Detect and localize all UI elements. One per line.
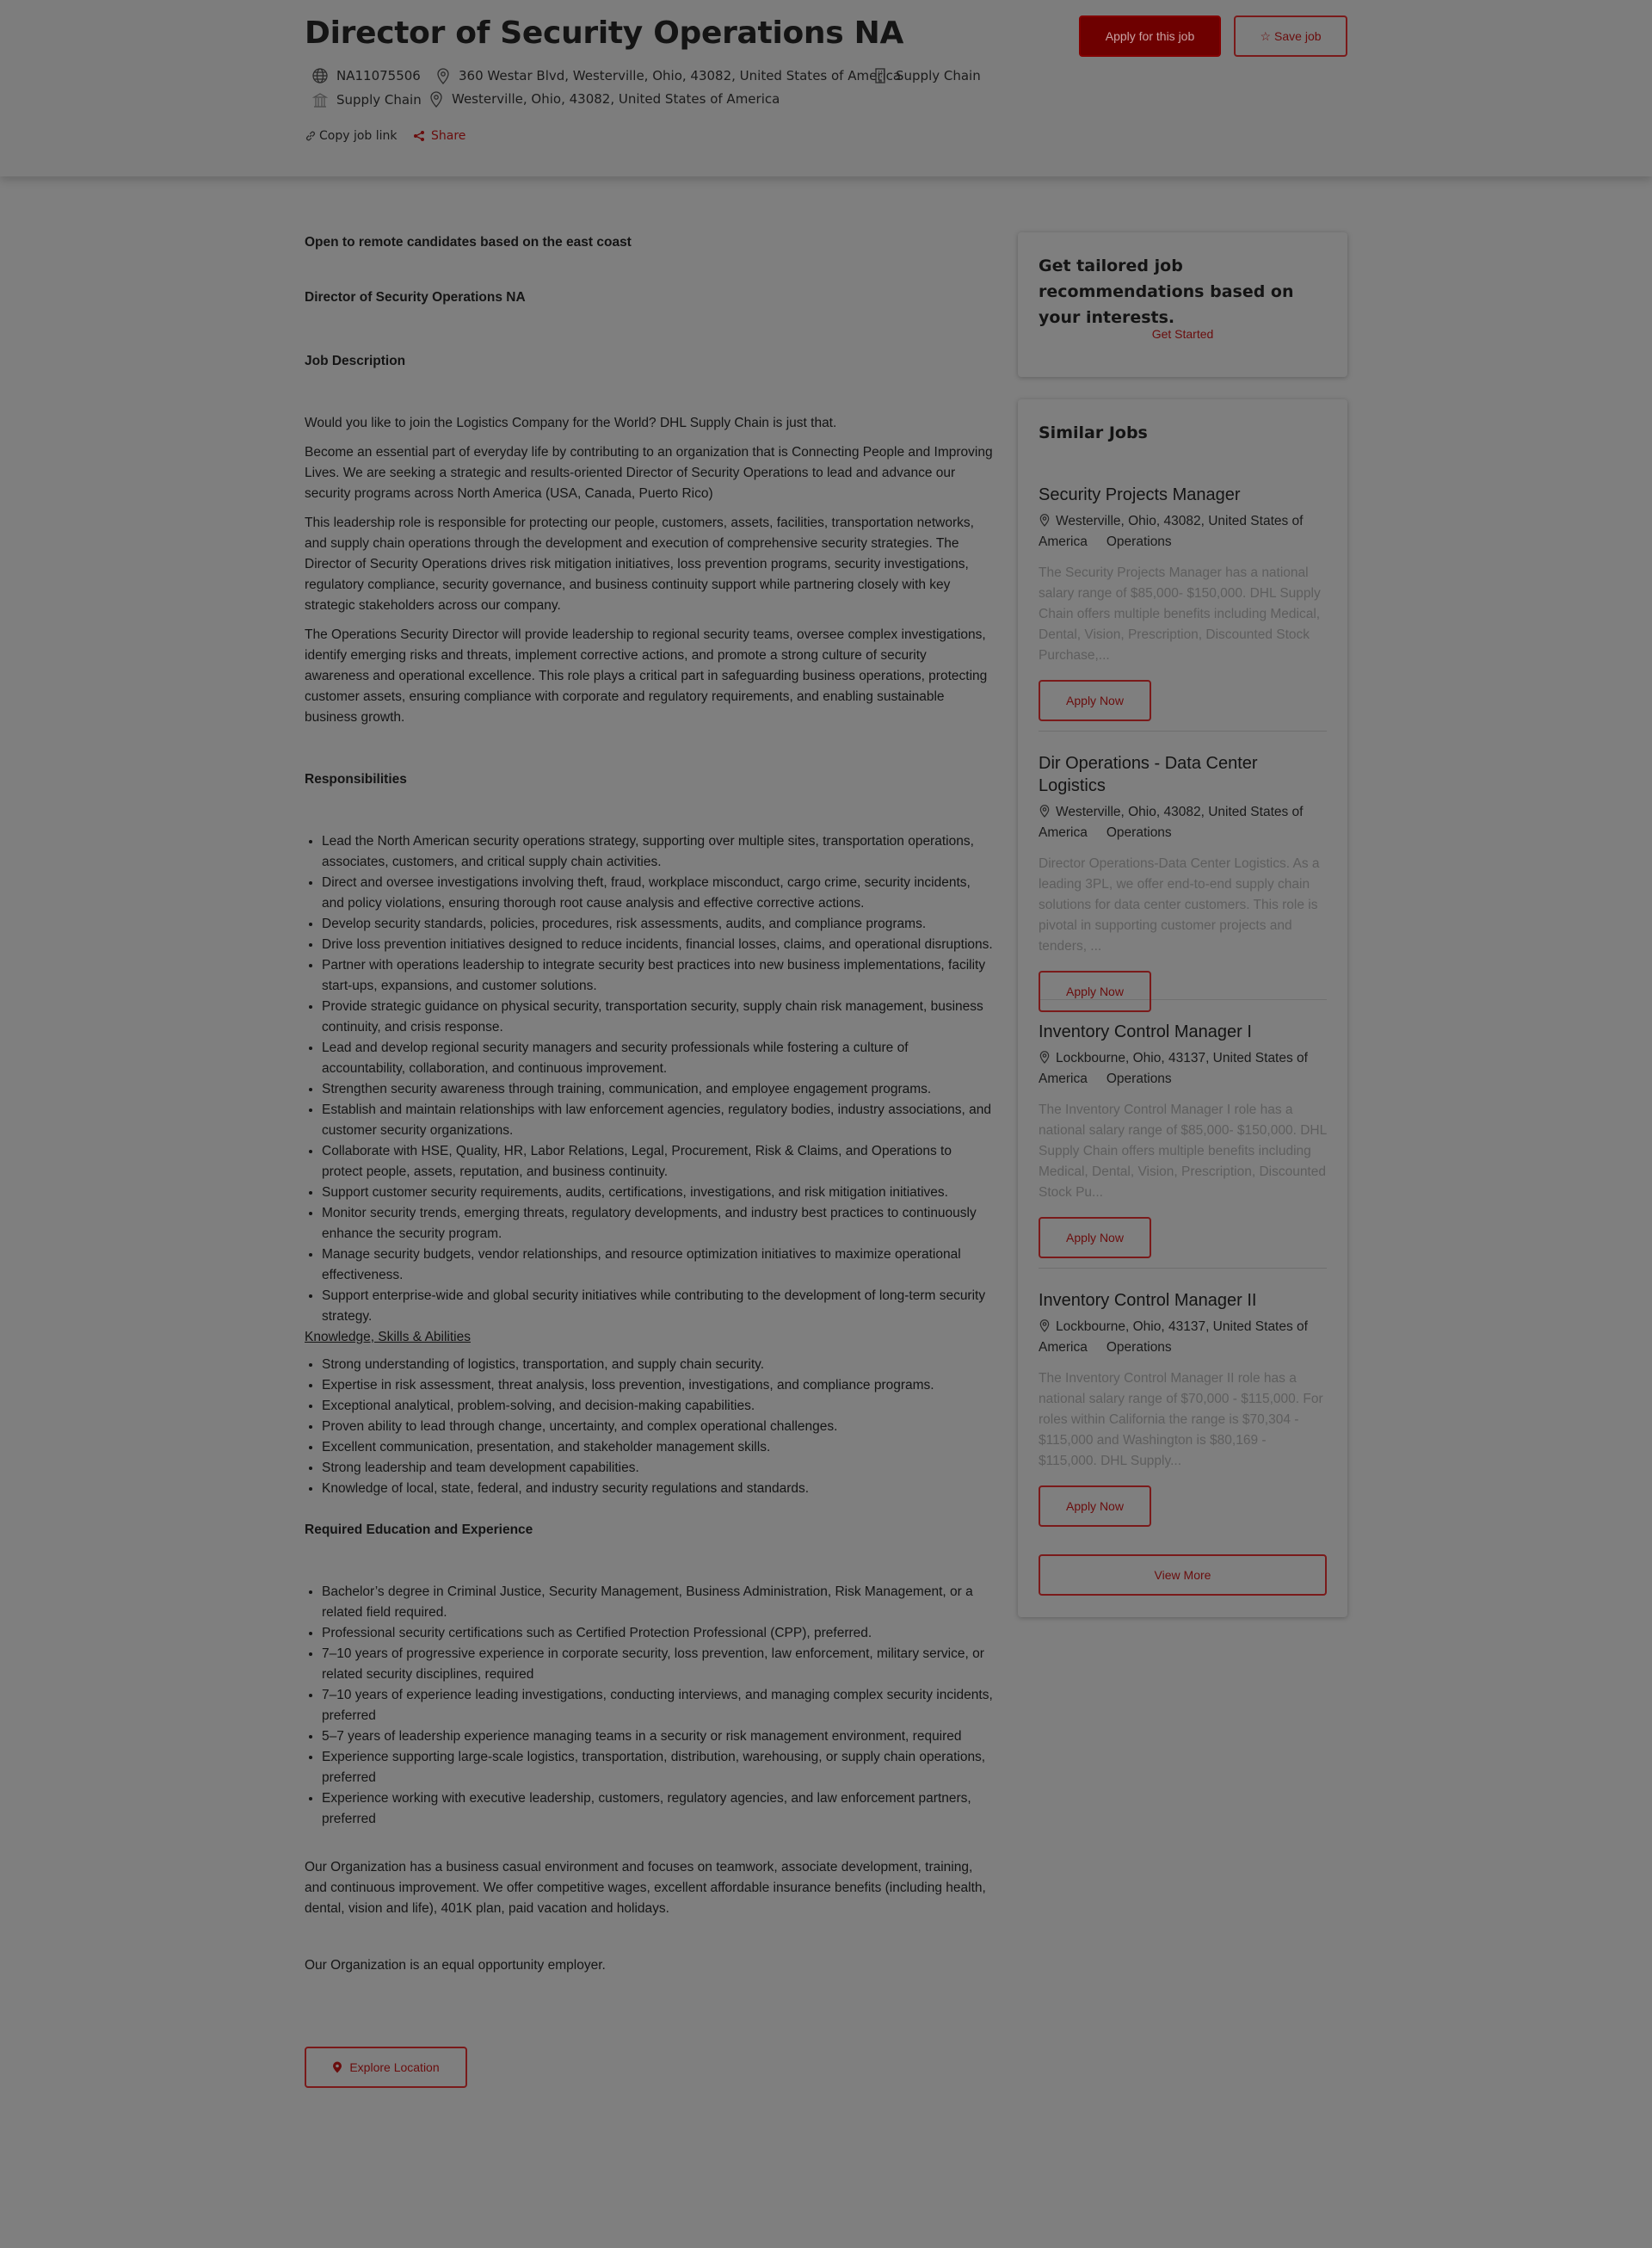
apply-now-button[interactable]: Apply Now: [1039, 1217, 1151, 1258]
education-list: [305, 1582, 993, 1830]
divider: [1039, 731, 1327, 732]
location-text: Lockbourne, Ohio, 43137, United States of America: [1039, 1319, 1308, 1355]
list-item: • Support customer security requirements, audits, certifications, investigations, and risk mitigation initiatives.: [322, 1183, 993, 1203]
save-job-button[interactable]: [1234, 15, 1347, 57]
similar-job-title[interactable]: Inventory Control Manager II: [1039, 1291, 1257, 1310]
list-item: • 7–10 years of progressive experience in corporate security, loss prevention, law enforcement, military service, or related security disciplines, required: [322, 1644, 993, 1685]
location-pin-icon: [1039, 804, 1051, 818]
apply-now-button[interactable]: Apply Now: [1039, 680, 1151, 721]
list-item: • 7–10 years of experience leading investigations, conducting interviews, and managing complex security incidents, preferred: [322, 1685, 993, 1726]
list-item: • Collaborate with HSE, Quality, HR, Labor Relations, Legal, Procurement, Risk & Claims, and Operations to protect people, assets, reputation, and business continuity.: [322, 1141, 993, 1183]
similar-job-item: [1039, 1289, 1327, 1527]
similar-job-title[interactable]: Dir Operations - Data Center Logistics: [1039, 754, 1258, 795]
job-location: [428, 90, 780, 108]
list-item: • Experience working with executive leadership, customers, regulatory agencies, and law enforcement partners, preferred: [322, 1788, 993, 1830]
job-header: [0, 0, 1652, 176]
benefits-paragraph: Our Organization has a business casual environment and focuses on teamwork, associate development, training, and continuous improvement. We offer competitive wages, excellent affordable insurance benefits (including health, dental, vision and life), 401K plan, paid vacation and holidays.: [305, 1860, 986, 1916]
eoe-statement: Our Organization is an equal opportunity employer.: [305, 1958, 606, 1973]
similar-jobs-heading: Similar Jobs: [1039, 423, 1148, 442]
responsibilities-heading: Responsibilities: [305, 772, 407, 787]
explore-location-label: Explore Location: [349, 2060, 440, 2074]
job-address: [435, 67, 901, 84]
recommendations-title: Get tailored job recommendations based on your interests.: [1039, 256, 1294, 327]
similar-job-description: The Inventory Control Manager I role has a national salary range of $85,000- $150,000. DHL Supply Chain offers multiple benefits including Medical, Dental, Vision, Prescription, Discounted Stock Pu...: [1039, 1102, 1327, 1200]
list-item: • Strong understanding of logistics, transportation, and supply chain security.: [322, 1355, 993, 1375]
list-item: • Establish and maintain relationships with law enforcement agencies, regulatory bodies, industry associations, and customer security organizations.: [322, 1100, 993, 1141]
paragraph: This leadership role is responsible for protecting our people, customers, assets, facilities, transportation networks, and supply chain operations through the development and execution of comprehensive security strategies. The Director of Security Operations drives risk mitigation initiatives, loss prevention programs, security investigations, regulatory compliance, security governance, and business continuity support while partnering closely with key strategic stakeholders across our company.: [305, 516, 974, 613]
share-icon: [413, 130, 425, 142]
similar-job-dept: Operations: [1106, 825, 1172, 840]
explore-location-button[interactable]: [305, 2047, 467, 2088]
copy-link-button[interactable]: [305, 129, 398, 143]
location-text: Westerville, Ohio, 43082, United States of America: [1039, 805, 1304, 840]
job-description-heading: Job Description: [305, 354, 406, 368]
location-pin-icon: [428, 90, 444, 108]
location-pin-icon: [1039, 513, 1051, 527]
role-subtitle: Director of Security Operations NA: [305, 290, 526, 305]
location-pin-icon: [1039, 1319, 1051, 1332]
apply-now-button[interactable]: Apply Now: [1039, 971, 1151, 1012]
list-item: • Direct and oversee investigations involving theft, fraud, workplace misconduct, cargo crime, security incidents, and policy violations, ensuring thorough root cause analysis and effective corrective actions.: [322, 873, 993, 914]
get-started-link[interactable]: Get Started: [1151, 327, 1214, 341]
list-item: • Manage security budgets, vendor relationships, and resource optimization initiatives to maximize operational effectiveness.: [322, 1244, 993, 1286]
similar-job-dept: Operations: [1106, 1072, 1172, 1086]
list-item: • Professional security certifications such as Certified Protection Professional (CPP), preferred.: [322, 1623, 993, 1644]
similar-job-item: [1039, 752, 1327, 1012]
location-pin-icon: [435, 67, 451, 84]
list-item: • Strong leadership and team development capabilities.: [322, 1458, 993, 1479]
similar-job-title[interactable]: Security Projects Manager: [1039, 485, 1241, 504]
similar-job-location: [1039, 1048, 1327, 1090]
building-icon: [872, 67, 888, 84]
list-item: • Knowledge of local, state, federal, and industry security regulations and standards.: [322, 1479, 993, 1499]
list-item: • Proven ability to lead through change, uncertainty, and complex operational challenges.: [322, 1417, 993, 1437]
ksa-list: [305, 1355, 993, 1499]
paragraph: The Operations Security Director will provide leadership to regional security teams, oversee complex investigations, identify emerging risks and threats, implement corrective actions, and promote a strong culture of security awareness and operational excellence. This role plays a critical part in safeguarding business operations, protecting customer assets, ensuring compliance with corporate and regulatory requirements, and enabling sustainable business growth.: [305, 627, 988, 725]
list-item: • Drive loss prevention initiatives designed to reduce incidents, financial losses, claims, and operational disruptions.: [322, 935, 993, 955]
share-button[interactable]: [413, 129, 465, 143]
responsibilities-list: [305, 831, 993, 1327]
similar-job-location: [1039, 1317, 1327, 1358]
globe-icon: [311, 67, 329, 84]
location-pin-icon: [1039, 1050, 1051, 1064]
recommendations-card: [1018, 232, 1347, 377]
list-item: • Partner with operations leadership to integrate security best practices into new business implementations, facility start-ups, expansions, and customer solutions.: [322, 955, 993, 997]
similar-job-title[interactable]: Inventory Control Manager I: [1039, 1022, 1252, 1041]
paragraph: Would you like to join the Logistics Company for the World? DHL Supply Chain is just that.: [305, 416, 837, 430]
map-marker-icon: [332, 2061, 342, 2073]
similar-job-dept: Operations: [1106, 1340, 1172, 1355]
link-icon: [305, 130, 317, 142]
similar-job-description: Director Operations-Data Center Logistics. As a leading 3PL, we offer end-to-end supply chain solutions for data center customers. This role is pivotal in supporting customer projects and tenders, ...: [1039, 856, 1320, 954]
similar-job-location: [1039, 802, 1327, 843]
similar-job-description: The Inventory Control Manager II role has a national salary range of $70,000 - $115,000. For roles within California the range is $70,304 - $115,000 and Washington is $80,169 - $115,000. DHL Supply...: [1039, 1371, 1323, 1468]
list-item: • Provide strategic guidance on physical security, transportation security, supply chain risk management, business continuity, and crisis response.: [322, 997, 993, 1038]
job-business: [311, 91, 422, 108]
list-item: • Exceptional analytical, problem-solving, and decision-making capabilities.: [322, 1396, 993, 1417]
apply-now-button[interactable]: Apply Now: [1039, 1485, 1151, 1527]
save-job-label: Save job: [1274, 29, 1322, 43]
location-text: Westerville, Ohio, 43082, United States of America: [1039, 514, 1304, 549]
ksa-heading: Knowledge, Skills & Abilities: [305, 1330, 471, 1344]
req-id: [311, 67, 421, 84]
apply-button[interactable]: Apply for this job: [1079, 15, 1221, 57]
divider: [1039, 1268, 1327, 1269]
list-item: • 5–7 years of leadership experience managing teams in a security or risk management environment, required: [322, 1726, 993, 1747]
list-item: • Support enterprise-wide and global security initiatives while contributing to the development of long-term security strategy.: [322, 1286, 993, 1327]
remote-note: Open to remote candidates based on the east coast: [305, 235, 632, 250]
education-heading: Required Education and Experience: [305, 1522, 533, 1537]
similar-job-item: [1039, 1021, 1327, 1258]
similar-job-description: The Security Projects Manager has a national salary range of $85,000- $150,000. DHL Supply Chain offers multiple benefits including Medical, Dental, Vision, Prescription, Discounted Stock Purchase,...: [1039, 565, 1321, 663]
similar-jobs-card: [1018, 399, 1347, 1617]
list-item: • Expertise in risk assessment, threat analysis, loss prevention, investigations, and compliance programs.: [322, 1375, 993, 1396]
job-category-text: Supply Chain: [896, 68, 981, 83]
job-category: [872, 67, 981, 84]
share-label: Share: [431, 129, 466, 143]
building-icon: [311, 91, 329, 108]
job-description: [305, 232, 993, 1985]
similar-job-location: [1039, 511, 1327, 553]
job-business-text: Supply Chain: [336, 92, 422, 108]
job-location-text: Westerville, Ohio, 43082, United States of America: [452, 91, 780, 107]
list-item: • Experience supporting large-scale logistics, transportation, distribution, warehousing, or supply chain operations, preferred: [322, 1747, 993, 1788]
req-id-text: NA11075506: [336, 68, 421, 83]
list-item: • Monitor security trends, emerging threats, regulatory developments, and industry best practices to continuously enhance the security program.: [322, 1203, 993, 1244]
location-text: Lockbourne, Ohio, 43137, United States of America: [1039, 1051, 1308, 1086]
similar-job-item: [1039, 484, 1327, 721]
paragraph: Become an essential part of everyday life by contributing to an organization that is Connecting People and Improving Lives. We are seeking a strategic and results-oriented Director of Security Operations to lead and advance our security programs across North America (USA, Canada, Puerto Rico): [305, 445, 993, 501]
list-item: • Strengthen security awareness through training, communication, and employee engagement programs.: [322, 1079, 993, 1100]
list-item: • Lead the North American security operations strategy, supporting over multiple sites, transportation operations, associates, customers, and critical supply chain activities.: [322, 831, 993, 873]
similar-job-dept: Operations: [1106, 534, 1172, 549]
view-more-button[interactable]: View More: [1039, 1554, 1327, 1596]
copy-link-label: Copy job link: [319, 129, 398, 143]
star-icon: ☆: [1260, 29, 1272, 43]
list-item: • Lead and develop regional security managers and security professionals while fostering a culture of accountability, collaboration, and continuous improvement.: [322, 1038, 993, 1079]
list-item: • Excellent communication, presentation, and stakeholder management skills.: [322, 1437, 993, 1458]
list-item: • Develop security standards, policies, procedures, risk assessments, audits, and compliance programs.: [322, 914, 993, 935]
job-address-text: 360 Westar Blvd, Westerville, Ohio, 43082, United States of America: [459, 68, 902, 83]
page-title: Director of Security Operations NA: [305, 15, 904, 51]
list-item: • Bachelor’s degree in Criminal Justice, Security Management, Business Administration, Risk Management, or a related field required.: [322, 1582, 993, 1623]
